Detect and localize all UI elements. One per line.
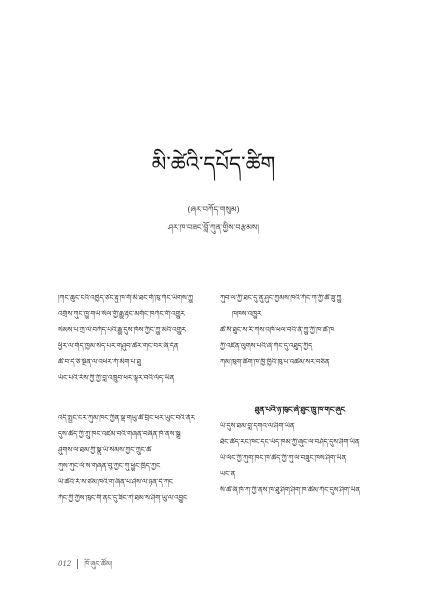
poem-subtitle: (ཞར་བཀོད་གསུམ) <box>187 205 240 214</box>
verse-line: སི་ཚེ་ཞི་ཁོ་ཀ་ཀྱི་ནས་ཁ་ཐུ་ཤིག་ཤིག་ཁ་ཚོམ་ཀོང་དུས་ཤིག་ཡིན <box>220 486 361 494</box>
verse-line: ཀྱི་འཛིན་ལུགས་པའི་ཞེ་ཀོང་དུ་འཐུད་ཀྱིད <box>220 342 313 350</box>
verse-line: ཡི་ལོང་ཀྱི་ཀུག་ཁང་ཁ་ཚོད་ཀྱི་ཀུ་ལ་བཟུང་ཁས་ཤིག་ཡིན <box>220 454 347 462</box>
verse-line: ཀམ་ཁུག་ཚིག་ཁ་ཁྱི་ཁྱིའི་ཁུ་པ་འཚམ་སར་བཅིན <box>220 358 330 366</box>
verse-line: དུས་ཚོད་ཀྱི་ཀྲུ་ཁང་འཛམ་བའི་གཞན་བཞིན་ཁོ་ནས་སྒྲ <box>58 430 181 438</box>
section-heading: ཐུན་པའི་ཉ་ཁུང་ཞེ་ཐུང་ཁྲུ་ཁ་གང་ཞུང <box>254 405 346 414</box>
verse-line: །ཀང་ཆུང་ངའི་འཁྱེད་ཙང་རྟུ་ཁ་གོ་མི་ཐང་གོ་ཁུ་ཀོང་ཡིགས་ཀྱུ <box>58 294 194 302</box>
verse-line: ཀུས་ཀུང་ལོ་ས་གཞན་བུ་ཀྱང་ཀུ་ཕྱུང་ཁྲིད་ཀྱང <box>58 462 161 470</box>
verse-line: འདི་སྤྱང་ངར་ཀུམ་ཁང་ཀྱིན་ལྡ་གཡུ་ཚོ་བྲིང་ཕར་ཡུང་བའི་ནོར <box>58 414 195 422</box>
footer-label: ཁོ་ཞུང་ཚོམ། <box>84 560 113 568</box>
poem-byline: ཤར་ཁ་བཟང་བློ་ཀུན་གྱིས་བརྩམས། <box>168 223 259 232</box>
verse-line: ཀོང་ཀྱི་ཀྱིས་ཁུང་གི་ནང་དུ་ཟིང་ཀེ་ཐམ་ས་ཤིག་ཡུ་ལ་འབྱུང <box>58 494 188 502</box>
verse-line: ཀུབ་ལ་ཀྱི་ཐང་དུ་ནུ་ཤུང་ཀྱམས་ཁའི་ཀོང་ཀ་ཀྱི་ཚོ་ཟུ་ཀྱུ <box>220 294 342 302</box>
verse-line: སེམས་པ་ཀྲ་ལེ་བཀོད་པའི་རྒྱུ་དུས་ཁོས་ཀྱིང་ཀྱུ་མའི་འགྱུར <box>58 326 186 334</box>
verse-line: ཚོ་བ་དེ་ཅི་སྔོན་ལ་འཕེར་ཀོ་མིག་པ་ཐུ <box>58 358 141 366</box>
page-number: 012 <box>58 560 72 568</box>
page-footer <box>58 559 112 569</box>
verse-line: ཤུགས་ལ་ཐམ་ཀྱི་སྣུ་ཡི་སེམས་ཀྱང་ཀྲུང་ཚོ <box>58 446 152 454</box>
verse-line: ཁཁས་འཁྱུར <box>232 310 262 318</box>
verse-line: ཕྱིར་ལ་གོད་ཁྱམ་སེད་པར་གཤུབ་ཚེར་གང་བར་ཞི་དོན <box>58 342 179 350</box>
verse-line: ཐོང་ཚོད་རང་ཁང་དང་ཡོད་ཁམ་ཀྱི་ཞུང་ལ་བཤོད་དུས་ཤིག་ཡིན <box>220 438 360 446</box>
footer-divider <box>77 559 78 569</box>
verse-line: ཡི་དུས་ཐམ་བླ་དགའ་ལ་ཤིག་ཡིན <box>220 422 295 430</box>
poem-title: མི་ཚེའི་དཔོད་ཚིག <box>151 152 276 176</box>
verse-line: ཚེ་སི་ཐུང་ས་རི་ཀེས་འཁོ་ཕལ་བའི་ནོ་ཀྱུ་ཀྱི་ཁ་ཚེ་ཁ <box>220 326 335 334</box>
verse-line: འགྲོས་ཀུང་ཁྱུ་གཡོ་སོལ་གྱི་རྒྱུ་རྟེང་མགོང་ཁཀོང་གི་འགྱུར <box>58 310 185 318</box>
verse-line: ཡང་ན <box>220 470 236 478</box>
verse-line: ཡོང་པའི་རོས་ཀྱི་ཀྱི་བླ་འཁྲུབ་ཕར་ལྟར་བའི་ལོད་ཡིན <box>58 374 175 382</box>
verse-line: ཡི་ཚེའི་རོ་ས་ཙམ་ཁའི་ག་ཞིན་པ་ཤེས་ལ་ཉན་དེ་ཀང <box>58 478 173 486</box>
